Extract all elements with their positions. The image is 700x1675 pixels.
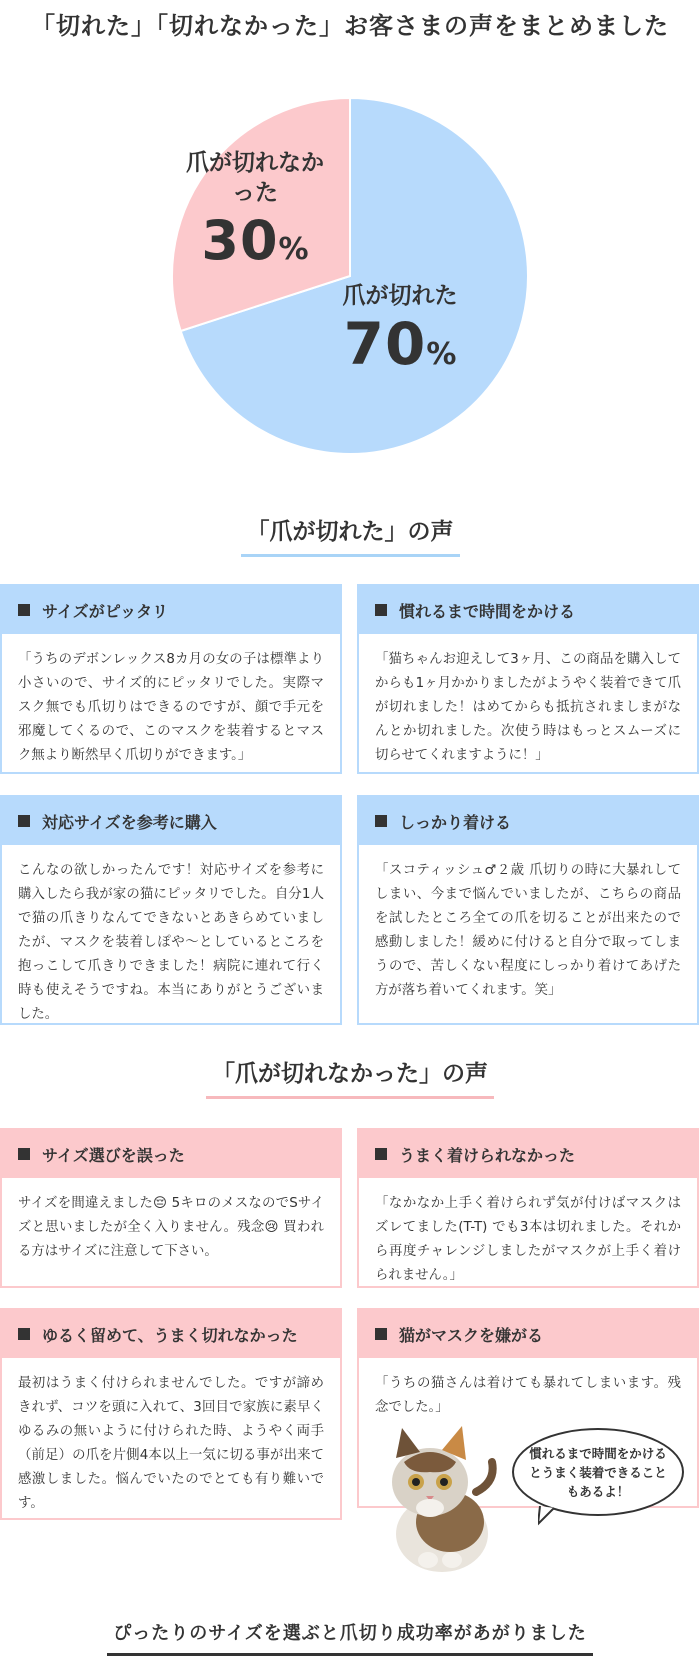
review-card-text: 「スコティッシュ♂２歳 爪切りの時に大暴れしてしまい、今まで悩んでいましたが、こちらの商品を試したところ全ての爪を切ることが出来たので感動しました！緩めに付けると自分で取ってしまうので、苦しくない程度にしっかり着けてあげた方が落ち着いてくれます。笑」 bbox=[375, 863, 681, 998]
review-card-header bbox=[2, 586, 340, 634]
square-bullet-icon bbox=[18, 815, 30, 827]
review-card-title: しっかり着ける bbox=[399, 812, 512, 832]
review-card-text: こんなの欲しかったんです！対応サイズを参考に購入したら我が家の猫にピッタリでした。自分1人で猫の爪きりなんてできないとあきらめていましたが、マスクを装着しぽや〜としているところを抱っこして爪きりできました！病院に連れて行く時も使えそうですね。本当にありがとうございました。 bbox=[18, 863, 324, 1022]
review-card bbox=[357, 795, 699, 1025]
review-card-title: サイズ選びを誤った bbox=[42, 1145, 185, 1165]
review-card-title: うまく着けられなかった bbox=[399, 1145, 576, 1165]
pie-label-not-cut-unit: % bbox=[278, 232, 309, 267]
square-bullet-icon bbox=[18, 604, 30, 616]
review-card-header bbox=[2, 797, 340, 845]
review-card-text: 「うちの猫さんは着けても暴れてしまいます。残念でした。」 bbox=[375, 1376, 681, 1415]
review-card-text: 「うちのデボンレックス8カ月の女の子は標準より小さいので、サイズ的にピッタリでした。実際マスク無でも爪切りはできるのですが、顔で手元を邪魔してくるので、このマスクを装着するとマスク無より断然早く爪切りができます。」 bbox=[18, 652, 324, 763]
review-card-header bbox=[359, 797, 697, 845]
pie-chart bbox=[160, 86, 540, 466]
review-card-header bbox=[2, 1310, 340, 1358]
pie-chart-svg bbox=[160, 86, 540, 466]
page-title: 「切れた」「切れなかった」お客さまの声をまとめました bbox=[31, 12, 669, 40]
review-card bbox=[357, 584, 699, 774]
review-card-text: 最初はうまく付けられませんでした。ですが諦めきれず、コツを頭に入れて、3回目で家族に素早くゆるみの無いように付けられた時、ようやく両手（前足）の爪を片側4本以上一気に切る事が出来て感激しました。悩んでいたのでとても有り難いです。 bbox=[18, 1376, 324, 1511]
review-card bbox=[0, 1128, 342, 1288]
review-card-title: 慣れるまで時間をかける bbox=[399, 601, 576, 621]
pie-label-not-cut-name: 爪が切れなかった bbox=[186, 150, 324, 206]
square-bullet-icon bbox=[375, 1328, 387, 1340]
square-bullet-icon bbox=[375, 1148, 387, 1160]
pie-label-not-cut-value: 30 bbox=[201, 209, 279, 272]
review-card bbox=[0, 795, 342, 1025]
review-card bbox=[0, 1308, 342, 1520]
square-bullet-icon bbox=[18, 1148, 30, 1160]
cat-illustration bbox=[380, 1422, 500, 1572]
review-card-title: 対応サイズを参考に購入 bbox=[42, 812, 217, 832]
pie-label-not-cut bbox=[180, 148, 330, 274]
section-heading-cut-text: 「爪が切れた」の声 bbox=[241, 513, 460, 557]
review-card-text: 「なかなか上手く着けられず気が付けばマスクはズレてました(T-T) でも3本は切れました。それから再度チャレンジしましたがマスクが上手く着けられません。」 bbox=[375, 1196, 681, 1283]
section-heading-not-cut-text: 「爪が切れなかった」の声 bbox=[206, 1055, 494, 1099]
review-card-text: 「猫ちゃんお迎えして3ヶ月、この商品を購入してからも1ヶ月かかりましたがようやく装着できて爪が切れました！はめてからも抵抗されましまがなんとか切れました。次使う時はもっとスムーズに切らせてくれますように！」 bbox=[375, 652, 681, 763]
pie-label-cut bbox=[315, 281, 485, 377]
section-heading-cut bbox=[0, 513, 700, 557]
square-bullet-icon bbox=[18, 1328, 30, 1340]
review-card-header bbox=[359, 1130, 697, 1178]
speech-bubble-tail bbox=[538, 1506, 558, 1526]
footer-message bbox=[0, 1619, 700, 1656]
square-bullet-icon bbox=[375, 815, 387, 827]
review-card-header bbox=[2, 1130, 340, 1178]
pie-label-cut-name: 爪が切れた bbox=[342, 283, 458, 309]
square-bullet-icon bbox=[375, 604, 387, 616]
review-card-header bbox=[359, 586, 697, 634]
section-heading-not-cut bbox=[0, 1055, 700, 1099]
review-card bbox=[357, 1128, 699, 1288]
speech-bubble: 慣れるまで時間をかけるとうまく装着できることもあるよ！ bbox=[512, 1428, 684, 1516]
review-card-header bbox=[359, 1310, 697, 1358]
review-card-title: ゆるく留めて、うまく切れなかった bbox=[42, 1325, 298, 1345]
review-card-title: 猫がマスクを嫌がる bbox=[399, 1325, 544, 1345]
review-card bbox=[0, 584, 342, 774]
footer-message-text: ぴったりのサイズを選ぶと爪切り成功率があがりました bbox=[107, 1619, 593, 1656]
review-card-text: サイズを間違えました😔 5キロのメスなのでSサイズと思いましたが全く入りません。残念😢 買われる方はサイズに注意して下さい。 bbox=[18, 1196, 324, 1259]
pie-label-cut-value: 70 bbox=[343, 310, 427, 378]
pie-label-cut-unit: % bbox=[426, 337, 457, 372]
review-card-title: サイズがピッタリ bbox=[42, 601, 169, 621]
